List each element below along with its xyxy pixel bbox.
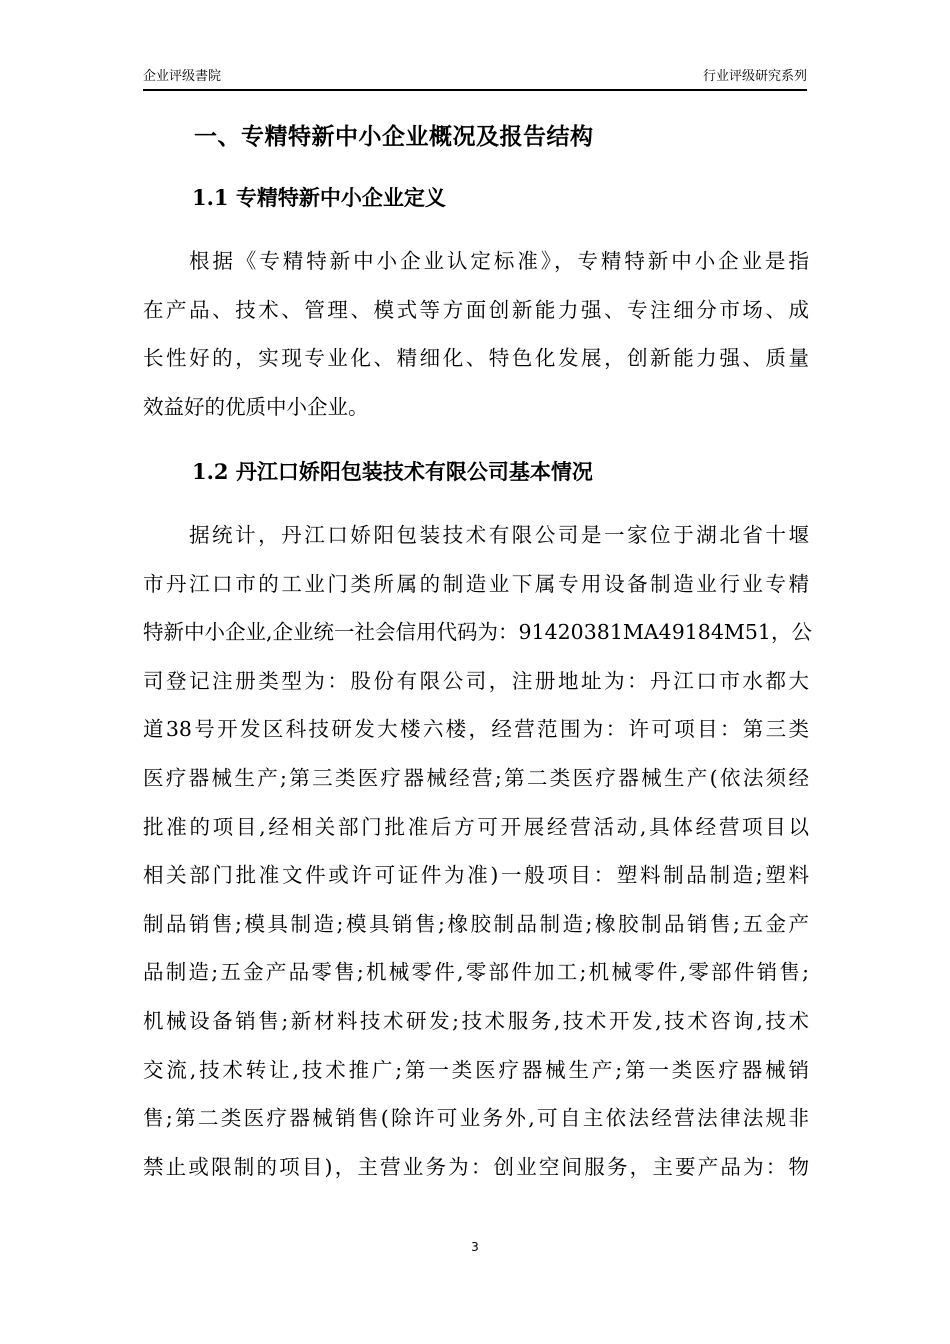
paragraph-line: 司登记注册类型为：股份有限公司，注册地址为：丹江口市水都大 [143,668,809,693]
paragraph-line: 批准的项目,经相关部门批准后方可开展经营活动,具体经营项目以 [143,814,809,839]
header-series: 行业评级研究系列 [702,69,807,84]
paragraph-line: 售;第二类医疗器械销售(除许可业务外,可自主依法经营法律法规非 [143,1106,809,1131]
paragraph-company [143,511,812,1191]
paragraph-line: 根据《专精特新中小企业认定标准》，专精特新中小企业是指 [189,249,809,273]
paragraph-line: 效益好的优质中小企业。 [143,394,369,419]
page-header [143,67,807,91]
paragraph-line: 在产品、技术、管理、模式等方面创新能力强、专注细分市场、成 [143,297,809,322]
paragraph-line: 相关部门批准文件或许可证件为准)一般项目：塑料制品制造;塑料 [143,863,809,888]
paragraph-line: 品制造;五金产品零售;机械零件,零部件加工;机械零件,零部件销售; [143,960,809,985]
header-publisher: 企业评级書院 [143,69,222,84]
paragraph-line: 机械设备销售;新材料技术研发;技术服务,技术开发,技术咨询,技术 [143,1008,809,1033]
paragraph-line: 据统计，丹江口娇阳包装技术有限公司是一家位于湖北省十堰 [189,523,809,547]
paragraph-line: 禁止或限制的项目)，主营业务为：创业空间服务，主要产品为：物 [143,1154,809,1179]
paragraph-line: 制品销售;模具制造;模具销售;橡胶制品制造;橡胶制品销售;五金产 [143,911,809,936]
paragraph-line: 长性好的，实现专业化、精细化、特色化发展，创新能力强、质量 [143,346,809,371]
paragraph-line: 市丹江口市的工业门类所属的制造业下属专用设备制造业行业专精 [143,571,809,596]
paragraph-line: 特新中小企业,企业统一社会信用代码为：91420381MA49184M51，公 [143,620,812,645]
paragraph-line: 道38号开发区科技研发大楼六楼，经营范围为：许可项目：第三类 [143,717,809,742]
page-number: 3 [471,1240,479,1254]
paragraph-definition [143,237,809,431]
subsection-heading-company: 1.2 丹江口娇阳包装技术有限公司基本情况 [192,459,593,484]
paragraph-line: 医疗器械生产;第三类医疗器械经营;第二类医疗器械生产(依法须经 [143,765,809,790]
paragraph-line: 交流,技术转让,技术推广;第一类医疗器械生产;第一类医疗器械销 [143,1057,809,1082]
subsection-heading-definition: 1.1 专精特新中小企业定义 [192,185,446,210]
section-heading: 一、专精特新中小企业概况及报告结构 [194,123,594,150]
